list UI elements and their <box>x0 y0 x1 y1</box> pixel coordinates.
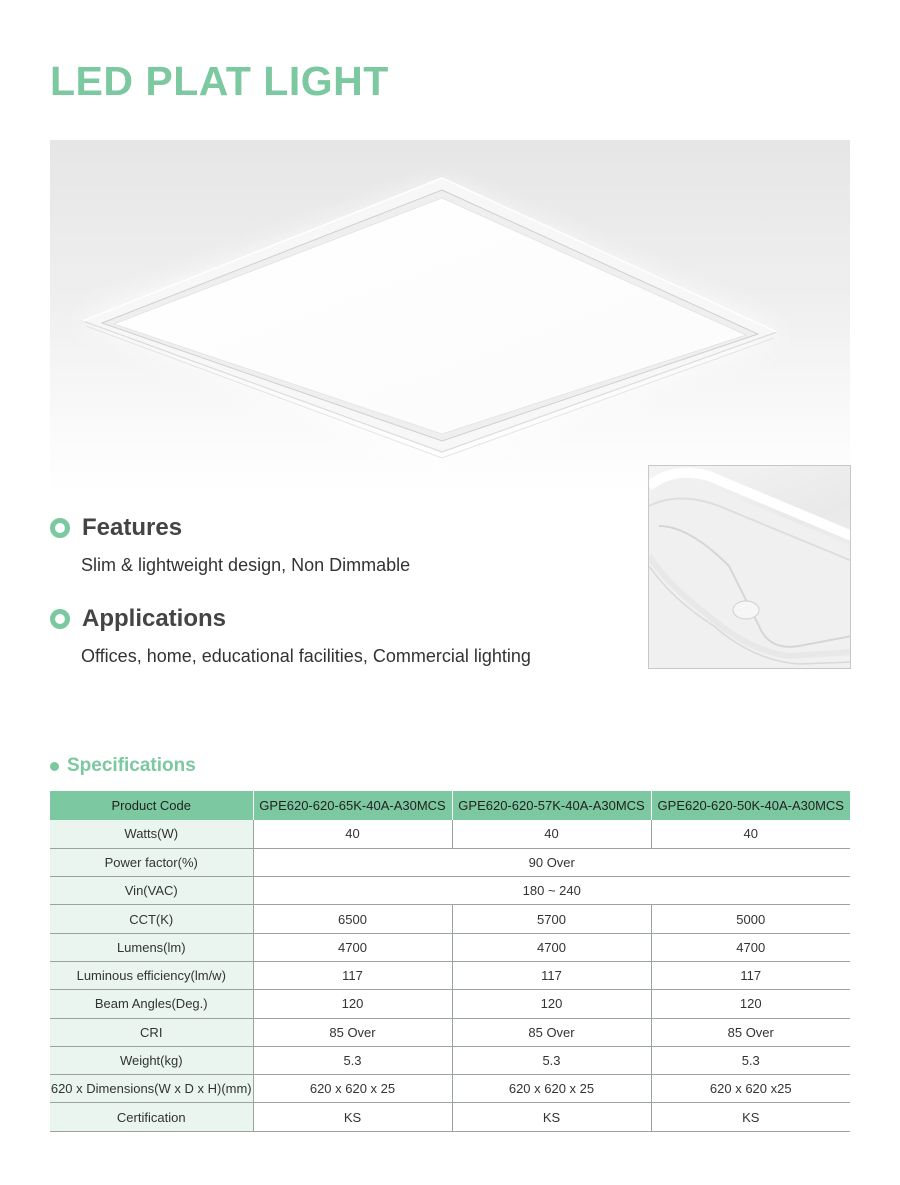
specifications-heading: Specifications <box>67 755 196 776</box>
page-title: LED PLAT LIGHT <box>50 58 389 104</box>
specifications-table <box>50 791 850 1132</box>
applications-section <box>50 604 531 667</box>
table-row <box>50 1018 850 1046</box>
table-row <box>50 1046 850 1074</box>
row-label: Lumens(lm) <box>50 933 253 961</box>
header-cell: GPE620-620-50K-40A-A30MCS <box>651 791 850 820</box>
product-photo <box>50 140 850 495</box>
table-cell: 4700 <box>651 933 850 961</box>
header-cell: Product Code <box>50 791 253 820</box>
table-row <box>50 990 850 1018</box>
table-header-row <box>50 791 850 820</box>
table-cell: 5000 <box>651 905 850 933</box>
table-cell-merged: 90 Over <box>253 848 850 876</box>
features-text: Slim & lightweight design, Non Dimmable <box>81 555 411 575</box>
table-cell: 85 Over <box>452 1018 651 1046</box>
specifications-header <box>50 753 196 779</box>
row-label: 620 x Dimensions(W x D x H)(mm) <box>50 1075 253 1103</box>
row-label: Certification <box>50 1103 253 1131</box>
table-row <box>50 1075 850 1103</box>
table-cell: 117 <box>651 961 850 989</box>
header-cell: GPE620-620-57K-40A-A30MCS <box>452 791 651 820</box>
table-cell: 120 <box>452 990 651 1018</box>
row-label: Power factor(%) <box>50 848 253 876</box>
table-row <box>50 848 850 876</box>
table-cell: 117 <box>452 961 651 989</box>
applications-heading: Applications <box>82 605 227 632</box>
table-cell: 40 <box>452 820 651 848</box>
table-cell: 5.3 <box>253 1046 452 1074</box>
table-row <box>50 933 850 961</box>
table-row <box>50 961 850 989</box>
table-row <box>50 820 850 848</box>
frame-detail-photo <box>648 465 851 669</box>
table-cell: 40 <box>651 820 850 848</box>
table-cell: 5700 <box>452 905 651 933</box>
table-row <box>50 877 850 905</box>
led-panel-illustration <box>50 140 850 495</box>
table-row <box>50 905 850 933</box>
table-cell-merged: 180 ~ 240 <box>253 877 850 905</box>
features-heading: Features <box>82 514 183 541</box>
table-cell: 620 x 620 x 25 <box>253 1075 452 1103</box>
bullet-ring-icon <box>50 609 70 629</box>
table-cell: 120 <box>651 990 850 1018</box>
bullet-ring-icon <box>50 518 70 538</box>
row-label: CRI <box>50 1018 253 1046</box>
table-cell: 4700 <box>452 933 651 961</box>
table-cell: KS <box>452 1103 651 1131</box>
table-cell: KS <box>253 1103 452 1131</box>
table-cell: 85 Over <box>651 1018 850 1046</box>
features-section <box>50 513 410 576</box>
table-cell: 5.3 <box>452 1046 651 1074</box>
row-label: Watts(W) <box>50 820 253 848</box>
table-cell: 117 <box>253 961 452 989</box>
table-cell: 120 <box>253 990 452 1018</box>
bullet-dot-icon <box>50 762 59 771</box>
table-cell: KS <box>651 1103 850 1131</box>
table-cell: 4700 <box>253 933 452 961</box>
header-cell: GPE620-620-65K-40A-A30MCS <box>253 791 452 820</box>
row-label: Luminous efficiency(lm/w) <box>50 961 253 989</box>
table-cell: 5.3 <box>651 1046 850 1074</box>
table-cell: 40 <box>253 820 452 848</box>
table-cell: 620 x 620 x25 <box>651 1075 850 1103</box>
table-cell: 6500 <box>253 905 452 933</box>
row-label: CCT(K) <box>50 905 253 933</box>
applications-text: Offices, home, educational facilities, Commercial lighting <box>81 646 531 666</box>
row-label: Weight(kg) <box>50 1046 253 1074</box>
table-cell: 620 x 620 x 25 <box>452 1075 651 1103</box>
table-row <box>50 1103 850 1131</box>
table-cell: 85 Over <box>253 1018 452 1046</box>
row-label: Beam Angles(Deg.) <box>50 990 253 1018</box>
row-label: Vin(VAC) <box>50 877 253 905</box>
frame-corner-illustration <box>649 466 851 669</box>
